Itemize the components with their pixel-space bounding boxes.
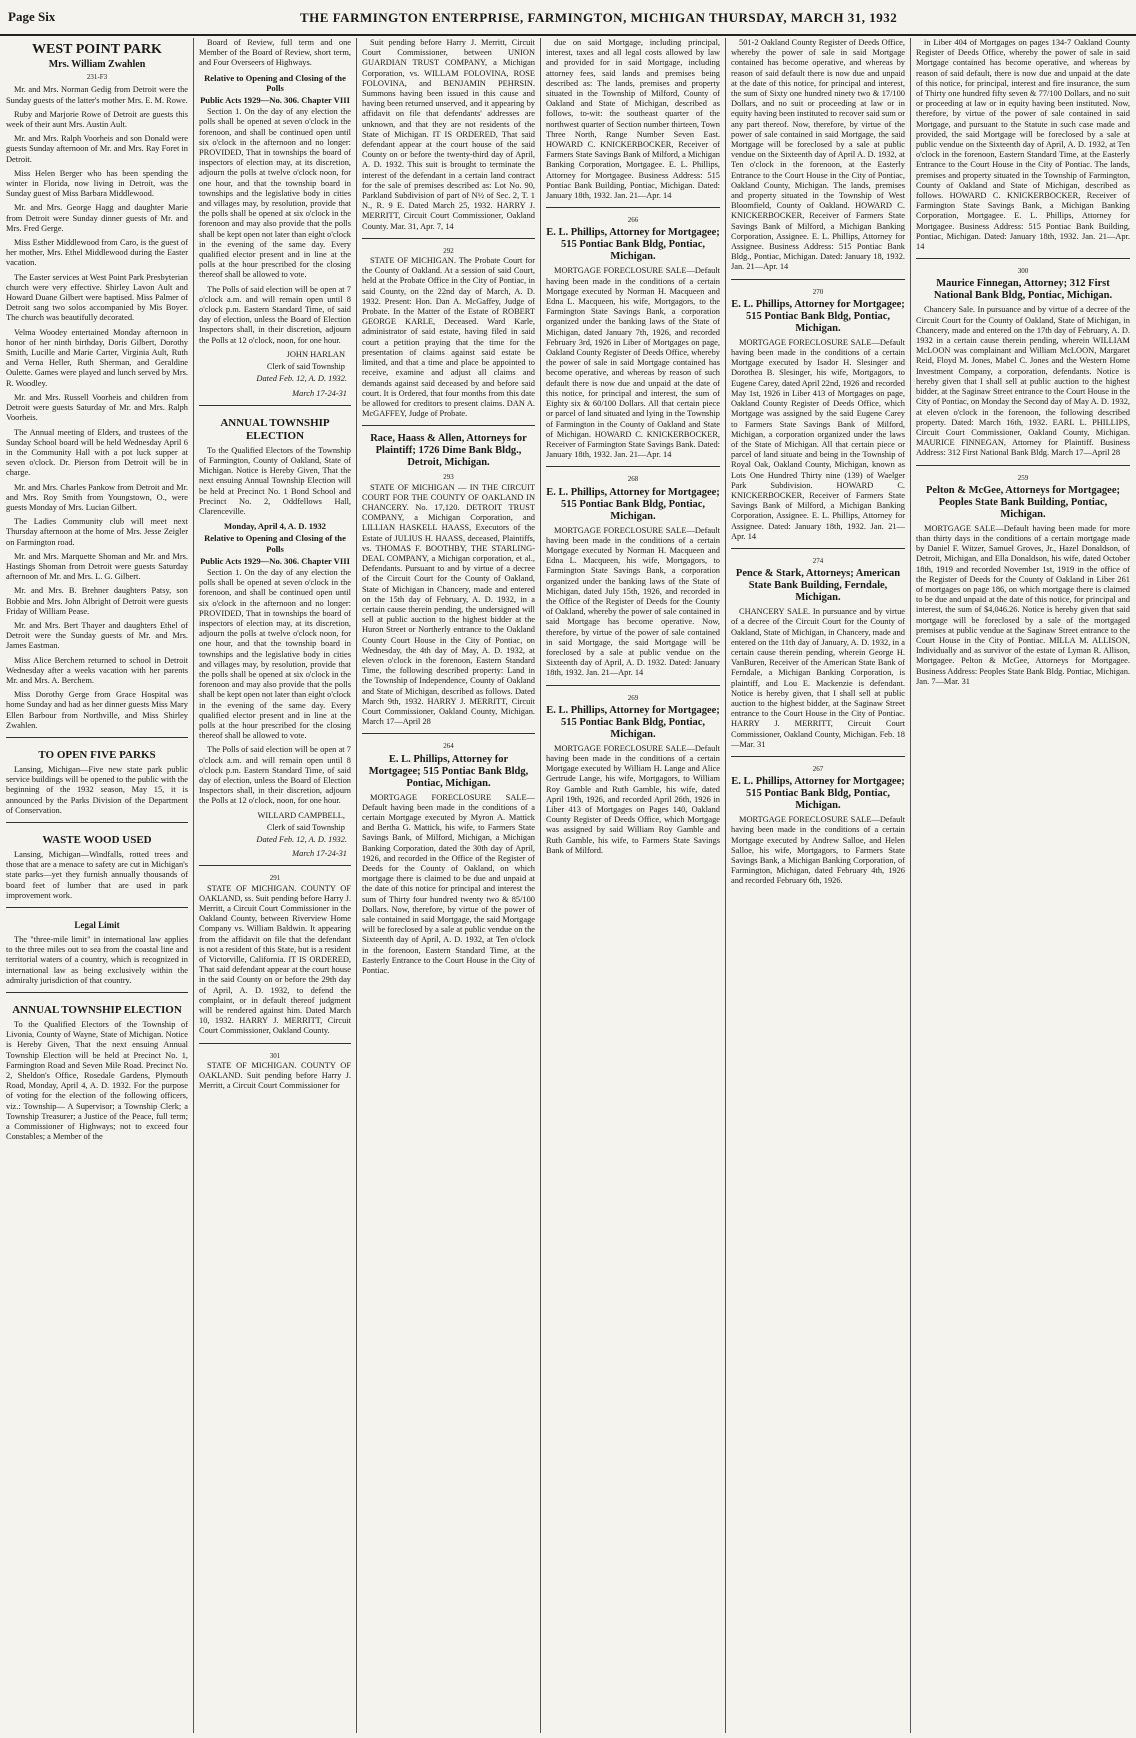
page-number: Page Six <box>8 9 56 24</box>
section-divider <box>546 685 720 689</box>
notice-text: Section 1. On the day of any election the polls shall be opened at seven o'clock in the forenoon, and shall be continued open until six o'clock in the afternoon and no longer: PROVIDED, That in townships the board of inspectors of election may, at its discretion, adjourn the polls at twelve o'clock noon, for one hour, and that the township board in townships and the legislative body in cities and villages may, by resolution, provide that the polls shall be opened at six o'clock in the forenoon and may also provide that the polls shall be kept open not later than eight o'clock in the evening of the same day. Every qualified elector present and in line at the polls at the hour prescribed for the closing thereof shall be allowed to vote. <box>199 107 351 280</box>
headline-west-point-park: WEST POINT PARK <box>32 42 162 57</box>
news-item: Mr. and Mrs. B. Brehner daughters Patsy, son Bobbie and Mrs. John Albright of Detroit were guests Friday of William Pease. <box>6 586 188 616</box>
notice-subhead: Relative to Opening and Closing of the Polls <box>204 72 346 93</box>
notice-subhead: Public Acts 1929—No. 306. Chapter VIII <box>200 555 350 566</box>
notice-text: MORTGAGE FORECLOSURE SALE—Default having been made in the conditions of a certain Mortgage executed by Isador H. Slesinger and Dorothea B. Slesinger, his wife, Mortgagors, to Eugene Carey, dated April 22nd, 1926 and recorded May 1st, 1926 in Liber 413 of Mortgages on page, Oakland County Register of Deeds Office, which Mortgage was assigned by the said Eugene Carey to Farmers State Savings Bank of Milford, Michigan, a corporation organized under the laws of the State of Michigan. All that certain piece or parcel of land situate and being in the Township of Royal Oak, Oakland County, Michigan, known as Lots One Hundred Thirty nine (139) of Waelger Park Subdivision. HOWARD C. KNICKERBOCKER, Receiver of Farmers State Savings Bank of Milford, a Michigan Banking Corporation, Assignee. E. L. Phillips, Attorney for Assignee. Dated: January 18th, 1932. Jan. 21—Apr. 14 <box>731 337 905 541</box>
section-divider <box>731 756 905 760</box>
column-2 <box>199 38 351 1733</box>
section-divider <box>6 907 188 911</box>
notice-text: MORTGAGE FORECLOSURE SALE—Default having been made in the conditions of a certain Mortgage executed by William H. Lange and Alice Gertrude Lange, his wife, Mortgagors, to William Roy Gamble and Ruth Gamble, his wife, dated April 19th, 1926, and recorded April 26th, 1926 in Liber 413 of Mortgages on Pages 140, Oakland County Register of Deeds Office, which Mortgage was assigned by said William Roy Gamble and Ruth Gamble, his wife, to Farmers State Savings Bank of Milford. <box>546 743 720 855</box>
byline-phone: 231-F3 <box>86 73 108 82</box>
news-item: The "three-mile limit" in international law applies to the three miles out to sea from the coastal line and territorial waters of a country, which is recognized in international law as being exclusively within the admiralty jurisdiction of that country. <box>6 935 188 985</box>
notice-number: 270 <box>812 287 824 296</box>
section-divider <box>546 207 720 211</box>
section-divider <box>199 1043 351 1047</box>
news-item: Mr. and Mrs. Russell Voorheis and children from Detroit were guests Saturday of Mr. and Mrs. Ralph Voorheis. <box>6 392 188 423</box>
column-5 <box>731 38 905 1733</box>
column-3 <box>362 38 535 1733</box>
legal-notice: To the Qualified Electors of the Township of Livonia, County of Wayne, State of Michigan. Notice is Hereby Given, That the next ensuing Annual Township Election will be held at Precinct No. 1, Farmington Road and Seven Mile Road. Precinct No. 2, Sheldon's Office, Rosedale Gardens, Plymouth Road, Monday, April 4, A. D. 1932. For the purpose of voting for the election of the following officers, viz.: Township— A Supervisor; a Township Clerk; a Township Treasurer; a Justice of the Peace, full term; a Commissioner of Highways; not to exceed four Constables; a Member of the <box>6 1020 188 1142</box>
notice-number: 259 <box>1017 473 1029 482</box>
news-item: Mr. and Mrs. George Hagg and daughter Marie from Detroit were Sunday dinner guests of Mr. and Mrs. Fred Gerge. <box>6 203 188 233</box>
section-divider <box>731 548 905 552</box>
notice-text: MORTGAGE SALE—Default having been made for more than thirty days in the conditions of a certain mortgage made by Daniel F. Witzer, Samuel Groves, Jr., Hazel Donaldson, of Detroit, Michigan, and Ella Donaldson, his wife, dated October 18th, 1919 and recorded November 1st, 1919 in the office of the Register of Deeds for the County of Oakland in Liber 261 of mortgages on page 186, on which mortgage there is claimed to be due and unpaid at the date of this notice, for principal and interest, the sum of $4,046.26. Notice is hereby given that said mortgage will be foreclosed by a sale of the mortgaged premises at public vendue at the Saginaw Street entrance to the Court House in the City of Pontiac. MILLA M. ALLISON, Individually and as survivor of the estate of Lyman R. Allison, Mortgagee. Pelton & McGee, Attorneys for Mortgagee. Business Address: Peoples State Bank Bldg. Pontiac, Michigan. Jan. 7—Mar. 31 <box>916 523 1130 686</box>
column-rule <box>725 38 726 1733</box>
notice-text: Section 1. On the day of any election the polls shall be opened at seven o'clock in the forenoon, and shall be continued open until six o'clock in the afternoon and no longer: PROVIDED, That in townships the board of inspectors of election may, at its discretion, adjourn the polls at twelve o'clock noon, for one hour, and that the township board in townships and the legislative body in cities and villages may, by resolution, provide that the polls shall be opened at six o'clock in the forenoon and may also provide that the polls shall be kept open not later than eight o'clock in the evening of the same day. Every qualified elector present and in line at the polls at the hour prescribed for the closing thereof shall be allowed to vote. <box>199 567 351 741</box>
headline-parks: TO OPEN FIVE PARKS <box>38 748 156 761</box>
section-divider <box>362 238 535 242</box>
notice-text: To the Qualified Electors of the Township of Farmington, County of Oakland, State of Michigan. Notice is Hereby Given, That the next ensuing Annual Township Election will be held at Precinct No. 1 Bond School and Precinct No. 2, Oddfellows Hall, Clarenceville. <box>199 445 351 516</box>
notice-date: Dated Feb. 12, A. D. 1932. <box>256 374 347 384</box>
notice-text: CHANCERY SALE. In pursuance and by virtue of a decree of the Circuit Court for the County of Oakland, State of Michigan, in Chancery, made and entered on the 11th day of January, A. D. 1932, in a certain cause therein pending, wherein George H. VanBuren, Receiver of the American State Bank of Ferndale, a Michigan Banking Corporation, is plaintiff, and Lou E. Mackenzie is defendant. Notice is hereby given, that I shall sell at public auction to the highest bidder, at the Saginaw Street entrance to the Court House in the City of Pontiac. HARRY J. MERRITT, Circuit Court Commissioner, Oakland County, Michigan. Feb. 18—Mar. 31 <box>731 607 905 749</box>
clerk-title: Clerk of said Township <box>266 362 345 372</box>
notice-subhead: Public Acts 1929—No. 306. Chapter VIII <box>200 95 350 106</box>
news-item: Mr. and Mrs. Ralph Voorheis and son Donald were guests Sunday afternoon of Mr. and Mrs. Ray Foret in Detroit. <box>6 134 188 164</box>
notice-text: The Polls of said election will be open at 7 o'clock a.m. and will remain open until 8 o'clock p.m. Eastern Standard Time, of said day of election, unless the Board of Election Inspectors shall, in their discretion, adjourn the Polls at 12 o'clock, noon, for one hour. <box>199 745 351 806</box>
notice-text: STATE OF MICHIGAN — IN THE CIRCUIT COURT FOR THE COUNTY OF OAKLAND IN CHANCERY. No. 17,120. DETROIT TRUST COMPANY, a Michigan Corporation, and LILLIAN HASKELL HAASS, Executors of the Estate of JULIUS H. HAASS, deceased, Plaintiffs, vs. THOMAS F. BOOTHBY, THE STARLING-DEAL COMPANY, a Michigan corporation, et al., Defendants. Pursuant to and by virtue of a decree of the Circuit Court for the County of Oakland, State of Michigan in Chancery, made and entered on the 15th day of February, A. D. 1932, in a certain cause therein pending, the undersigned will sell at public auction to the highest bidder at the Huron Street or Northerly entrance to the Oakland County Court House in the City of Pontiac, on Wednesday, the 4th day of May, A. D. 1932, at eleven o'clock in the forenoon, Eastern Standard Time, the following described property: Land in the Township of Independence, County of Oakland and State of Michigan, described as follows. Dated March 9th, 1932. HARRY J. MERRITT, Circuit Court Commissioner, Oakland County, Michigan. March 17—April 28 <box>362 482 535 727</box>
notice-text: 501-2 Oakland County Register of Deeds Office, whereby the power of sale in said Mortgage contained has become operative, and whereas by reason of said default there is now due and unpaid at the date of this notice, for principal and interest, the sum of Sixty one hundred ninety two & 17/100 Dollars, and no suit or proceeding at law or in equity having been instituted to recover said sum or any part thereof. Now, therefore, by virtue of the power of sale contained in said Mortgage, the said Mortgage will be foreclosed by a sale at public vendue on the Sixteenth day of April A. D. 1932, at Ten o'clock in the forenoon, at the Easterly Entrance to the Court House in the City of Pontiac, Oakland County, Michigan. The lands, premises and property situated in the Township of West Bloomfield, County of Oakland. HOWARD C. KNICKERBOCKER, Receiver of Farmers State Savings Bank of Milford, a Michigan Banking Corporation, Assignee. E. L. Phillips, Attorney for Assignee. Business Address: 515 Pontiac Bank Bldg., Pontiac, Michigan. Dated: January 18, 1932. Jan. 21—Apr. 14 <box>731 38 905 272</box>
notice-text: due on said Mortgage, including principal, interest, taxes and all legal costs allowed by law and provided for in said Mortgage, including attorney fees, said lands and premises being described as: The lands, premises and property situated in the Township of Milford, County of Oakland and State of Michigan, described as follows, to-wit: the southeast quarter of the northwest quarter of Section number thirteen, Town Three North, Range Number Seven East. HOWARD C. KNICKERBOCKER, Receiver of Farmers State Savings Bank of Milford, a Michigan Banking Corporation, Mortgagee. E. L. Phillips, Attorney for Mortgagee. Business Address: 515 Pontiac Bank Building, Pontiac, Michigan. Dated: January 18th, 1932. Jan. 21—Apr. 14 <box>546 38 720 201</box>
news-item: The Ladies Community club will meet next Thursday afternoon at the home of Mrs. Jesse Zeigler on Farmington road. <box>6 517 188 547</box>
newspaper-title: THE FARMINGTON ENTERPRISE, FARMINGTON, MICHIGAN THURSDAY, MARCH 31, 1932 <box>300 10 898 25</box>
notice-text: MORTGAGE FORECLOSURE SALE—Default having been made in the conditions of a certain Mortgage executed by Norman H. Macqueen and Edna L. Macqueen, his wife, Mortgagors, to the Farmington State Savings Bank, a corporation organized under the banking laws of the State of Michigan, dated January 7th, 1926, and recorded February 3rd, 1926 in Liber of Mortgages on page, Oakland County Register of Deeds Office, whereby the power of sale in said Mortgage contained has become operative, and whereas by reason of such default there is now due and unpaid at the date of this notice, for principal and interest, the sum of Eighty six & 60/100 Dollars. All that certain piece or parcel of land situated and lying in the Township of Farmington in the County of Oakland and State of Michigan. HOWARD C. KNICKERBOCKER, Receiver of Farmington State Savings Bank. Dated: January 18th, 1932. Jan. 21—Apr. 14 <box>546 266 720 460</box>
notice-number: 269 <box>627 693 639 702</box>
notice-number: 293 <box>443 473 454 482</box>
notice-number: 264 <box>443 742 454 751</box>
news-item: Velma Woodey entertained Monday afternoon in honor of her ninth birthday, Doris Gilbert, Dorothy Smith, Lucille and Marie Carter, Virginia Ault, Ruth and Verna Heller, Ruth Sherman, and Geraldine Oulette. Games were played and lunch served by Mrs. R. Woodley. <box>6 327 188 388</box>
news-item: Ruby and Marjorie Rowe of Detroit are guests this week of their aunt Mrs. Austin Ault. <box>6 109 188 130</box>
headline-annual-election: ANNUAL TOWNSHIP ELECTION <box>220 416 330 442</box>
clerk-signature: JOHN HARLAN <box>286 349 345 359</box>
attorney-heading: Race, Haass & Allen, Attorneys for Plaintiff; 1726 Dime Bank Bldg., Detroit, Michigan. <box>370 433 527 469</box>
run-dates: March 17-24-31 <box>292 388 347 398</box>
byline: Mrs. William Zwahlen <box>48 59 146 70</box>
clerk-signature: WILLARD CAMPBELL, <box>257 810 345 820</box>
notice-number: 292 <box>443 246 454 255</box>
section-divider <box>916 258 1130 262</box>
news-item: The Annual meeting of Elders, and trustees of the Sunday School board will be held Wednesday April 6 in the Community Hall with a pot luck supper at seven o'clock. Dr. Pierson from Detroit will be in charge. <box>6 427 188 478</box>
notice-text: STATE OF MICHIGAN. The Probate Court for the County of Oakland. At a session of said Court, held at the Probate Office in the City of Pontiac, in said County, on the 22nd day of March, A. D. 1932. Present: Hon. Dan A. McGaffey, Judge of Probate. In the Matter of the Estate of ROBERT GEORGE KARLE, Deceased. Ward Karle, administrator of said estate, having filed in said court a petition praying that the time for the presentation of claims against said estate be limited, and that a time and place be appointed to receive, examine and adjust all claims and demands against said deceased by and before said court. It is Ordered, that four months from this date be allowed for creditors to present claims. DAN A. McGAFFEY, Judge of Probate. <box>362 256 535 419</box>
notice-text: MORTGAGE FORECLOSURE SALE—Default having been made in the conditions of a certain Mortgage executed by Andrew Salloe, and Helen Salloe, his wife, Mortgagors, to Farmers State Savings Bank, a Michigan Banking Corporation, of Farmington, Michigan, dated February 4th, 1926 and recorded February 6th, 1926. <box>731 815 905 886</box>
headline-annual-election: ANNUAL TOWNSHIP ELECTION <box>12 1004 182 1017</box>
notice-number: 301 <box>269 1051 281 1060</box>
column-rule <box>356 38 357 1733</box>
notice-subhead: Relative to Opening and Closing of the Polls <box>204 533 346 554</box>
attorney-heading: E. L. Phillips, Attorney for Mortgagee; 515 Pontiac Bank Bldg, Pontiac, Michigan. <box>546 704 720 740</box>
section-divider <box>916 465 1130 469</box>
news-item: Miss Helen Berger who has been spending the winter in Florida, now living in Detroit, was the Sunday guest of Miss Barbara Middlewood. <box>6 168 188 199</box>
section-divider <box>731 279 905 283</box>
news-item: Mr. and Mrs. Marquette Shoman and Mr. and Mrs. Hastings Shoman from Detroit were guests Saturday afternoon of Mr. and Mrs. L. G. Gilbert. <box>6 551 188 582</box>
notice-number: 268 <box>627 475 639 484</box>
news-item: Lansing, Michigan—Windfalls, rotted trees and those that are a menace to safety are cut in Michigan's state parks—yet they furnish annually thousands of board feet of lumber that are used in park improvement work. <box>6 850 188 900</box>
section-divider <box>199 405 351 409</box>
news-item: Mr. and Mrs. Bert Thayer and daughters Ethel of Detroit were the Sunday guests of Mr. and Mrs. James Eastman. <box>6 620 188 651</box>
notice-text: The Polls of said election will be open at 7 o'clock a.m. and will remain open until 8 o'clock p.m. Eastern Standard Time, of said day of election, unless the Board of Election Inspectors shall, in their discretion, adjourn the Polls at 12 o'clock, noon, for one hour. <box>199 284 351 345</box>
news-item: Miss Alice Berchem returned to school in Detroit Wednesday after a weeks vacation with her parents Mr. and Mrs. A. Berchem. <box>6 655 188 685</box>
attorney-heading: E. L. Phillips, Attorney for Mortgagee; 515 Pontiac Bank Bldg, Pontiac, Michigan. <box>731 776 905 812</box>
section-divider <box>199 865 351 869</box>
news-item: Miss Esther Middlewood from Caro, is the guest of her mother, Mrs. Ethel Middlewood during the Easter vacation. <box>6 238 188 268</box>
section-divider <box>6 737 188 741</box>
column-rule <box>540 38 541 1733</box>
section-divider <box>362 425 535 429</box>
section-divider <box>6 992 188 996</box>
notice-number: 300 <box>1017 267 1029 276</box>
attorney-heading: Maurice Finnegan, Attorney; 312 First National Bank Bldg, Pontiac, Michigan. <box>933 278 1113 302</box>
notice-number: 274 <box>812 556 824 565</box>
attorney-heading: E. L. Phillips, Attorney for Mortgagee; 515 Pontiac Bank Bldg, Pontiac, Michigan. <box>546 486 720 522</box>
notice-text: STATE OF MICHIGAN. COUNTY OF OAKLAND. Suit pending before Harry J. Merritt, a Circuit Court Commissioner for <box>199 1060 351 1091</box>
notice-text: Chancery Sale. In pursuance and by virtue of a decree of the Circuit Court for the County of Oakland, State of Michigan, in Chancery, made and entered on the 17th day of February, A. D. 1932 in a certain cause therein pending, wherein WILLIAM McLOON was complainant and William McLOON, Margaret Reid, Floyd M. Jones, Mabel C. Jones and the Western Home Investment Company, a corporation, defendants. Notice is hereby given that I shall sell at public auction to the highest bidder, at the Saginaw Street entrance to the Court House in the City of Pontiac, on Monday the Second day of May A. D. 1932, at eleven o'clock in the forenoon, the following described property. Dated: March 16th, 1932. EARL L. PHILLIPS, Circuit Court Commissioner, Oakland County, Michigan. MAURICE FINNEGAN, Attorney for Plaintiff. Business Address: 312 First National Bank Bldg. March 17—April 28 <box>916 305 1130 458</box>
headline-legal-limit: Legal Limit <box>74 920 120 931</box>
notice-text: STATE OF MICHIGAN. COUNTY OF OAKLAND, ss. Suit pending before Harry J. Merritt, a Circuit Court Commissioner in the Oakland County, between Riverview Home Company vs. William Baldwin. It appearing from the affidavit on file that the defendant is not a resident of this State, but is a resident of Victorville, California. IT IS ORDERED, That said defendant appear at the court house in the said County on or before the 29th day of April, A. D. 1932, to defend the complaint, or in default thereof judgment will be rendered against him. Dated March 10, 1932. HARRY J. MERRITT, Circuit Court Commissioner, Oakland County. <box>199 883 351 1036</box>
notice-text: MORTGAGE FORECLOSURE SALE—Default having been made in the conditions of a certain Mortgage executed by Myron A. Mattick and Bertha G. Mattick, his wife, to Farmers State Savings Bank, of Milford, Michigan, a Michigan Banking Corporation, dated the 30th day of April, 1926, and recorded in the Office of the Register of Deeds for the County of Oakland, on which mortgage there is claimed to be due and unpaid at the date of this notice for principal and interest the sum of Thirty four hundred twenty two & 85/100 Dollars. Now, therefore, by virtue of the power of sale contained in said Mortgage, the said Mortgage will be foreclosed by a sale at public vendue on the Sixteenth day of April, A. D. 1932, at Ten o'clock in the forenoon, Eastern Standard Time, at the Easterly Entrance to the Court House in the City of Pontiac. <box>362 792 535 976</box>
section-divider <box>362 733 535 737</box>
column-1 <box>6 38 188 1733</box>
headline-waste-wood: WASTE WOOD USED <box>42 834 152 846</box>
column-4 <box>546 38 720 1733</box>
column-6 <box>916 38 1130 1733</box>
masthead <box>0 0 1136 36</box>
news-item: Mr. and Mrs. Norman Gedig from Detroit were the Sunday guests of the latter's mother Mrs. E. M. Rowe. <box>6 85 188 105</box>
news-item: Lansing, Michigan—Five new state park public service buildings will be opened to the public with the beginning of the 1932 season, May 15, it is announced by the Parks Division of the Department of Conservation. <box>6 764 188 815</box>
section-divider <box>546 466 720 470</box>
news-item: Miss Dorothy Gerge from Grace Hospital was home Sunday and had as her dinner guests Miss Mary Ellen Barbour from Northville, and Miss Shirley Zwahlen. <box>6 690 188 730</box>
notice-number: 267 <box>812 764 824 773</box>
attorney-heading: Pence & Stark, Attorneys; American State Bank Building, Ferndale, Michigan. <box>735 568 901 604</box>
run-dates: March 17-24-31 <box>292 849 347 859</box>
notice-date: Dated Feb. 12, A. D. 1932. <box>256 835 347 845</box>
attorney-heading: Pelton & McGee, Attorneys for Mortgagee; Peoples State Bank Building, Pontiac, Michigan. <box>926 484 1120 520</box>
column-rule <box>910 38 911 1733</box>
attorney-heading: E. L. Phillips, Attorney for Mortgagee; 515 Pontiac Bank Bldg, Pontiac, Michigan. <box>368 753 529 789</box>
notice-text: Board of Review, full term and one Member of the Board of Review, short term, and Four Overseers of Highways. <box>199 38 351 68</box>
notice-text: in Liber 404 of Mortgages on pages 134-7 Oakland County Register of Deeds Office, whereby the power of sale in said Mortgage contained has become operative, and whereas by reason of said default, there is now due and unpaid at the date of this notice, for principal, interest and fire insurance, the sum of Thirty one hundred fifty seven & 77/100 Dollars, and no suit or proceeding at law or in equity having been instituted. Now, therefore, by virtue of the power of sale contained in said Mortgage, and pursuant to the Statute in such case made and provided, the said Mortgage will be foreclosed by a sale at public vendue on the Sixteenth day of April, A. D. 1932, at Ten o'clock in the forenoon, Eastern Standard Time, at the Easterly Entrance to the Court House in the City of Pontiac. The lands, premises and property situated in the Township of Farmington, County of Oakland and State of Michigan, described as follows. HOWARD C. KNICKERBOCKER, Receiver of Farmington State Savings Bank, a Michigan Banking Corporation, Mortgagee. E. L. Phillips, Attorney for Mortgagee. Business Address: 515 Pontiac Bank Building, Pontiac, Michigan. Dated: January 18th, 1932. Jan. 21—Apr. 14 <box>916 38 1130 252</box>
notice-number: 266 <box>627 216 639 225</box>
column-rule <box>193 38 194 1733</box>
notice-number: 291 <box>269 874 281 883</box>
notice-text: MORTGAGE FORECLOSURE SALE—Default having been made in the conditions of a certain Mortgage executed by Norman H. Macqueen and Edna L. Macqueen, his wife, Mortgagors, to Farmington State Savings Bank, a corporation organized under the banking laws of the State of Michigan, dated July 15th, 1926, and recorded in the Office of the Register of Deeds for the County of Oakland, whereby the power of sale contained in said Mortgage has become operative. Now, therefore, by virtue of the power of sale contained in said Mortgage, the said Mortgage will be foreclosed by a sale at public vendue on the Sixteenth day of April, A. D. 1932. Dated: January 18th, 1932. Jan. 21—Apr. 14 <box>546 525 720 678</box>
attorney-heading: E. L. Phillips, Attorney for Mortgagee; 515 Pontiac Bank Bldg, Pontiac, Michigan. <box>546 227 720 263</box>
section-divider <box>6 822 188 826</box>
notice-text: Suit pending before Harry J. Merritt, Circuit Court Commissioner, between UNION GUARDIAN TRUST COMPANY, a Michigan Corporation, vs. WILLAM FOLOVINA, ROSE FOLOVINA, and BENJAMIN PEHRSIN. Summons having been issued in this cause and having been returned unserved, and it appearing by affidavit on file that defendants' addresses are unknown, and that they are not residents of the State of Michigan. IT IS ORDERED, That said defendant appear at the court house of the said County on or before the twenty-third day of April, A. D. 1932. This suit is brought to terminate the interest of the defendant in a certain land contract for the sale of premises described as: Lot No. 90, Parkland Subdivision of part of N½ of Sec. 2, T. 1 N., R. 9 E. Dated March 25, 1932. HARRY J. MERRITT, Circuit Court Commissioner, Oakland County. Mar. 31, Apr. 7, 14 <box>362 38 535 231</box>
attorney-heading: E. L. Phillips, Attorney for Mortgagee; 515 Pontiac Bank Bldg, Pontiac, Michigan. <box>731 298 905 334</box>
clerk-title: Clerk of said Township <box>266 822 345 832</box>
news-item: Mr. and Mrs. Charles Pankow from Detroit and Mr. and Mrs. Roy Smith from Youngstown, O., were guests Monday of Mrs. Lucian Gilbert. <box>6 482 188 512</box>
election-date: Monday, April 4, A. D. 1932 <box>224 521 326 532</box>
news-item: The Easter services at West Point Park Presbyterian church were very effective. Shirley Lavon Ault and Howard Duane Gilbert were baptised. Miss Palmer of Detroit sang two solos accompanied by Mis Boyer. The church was beautifully decorated. <box>6 272 188 323</box>
